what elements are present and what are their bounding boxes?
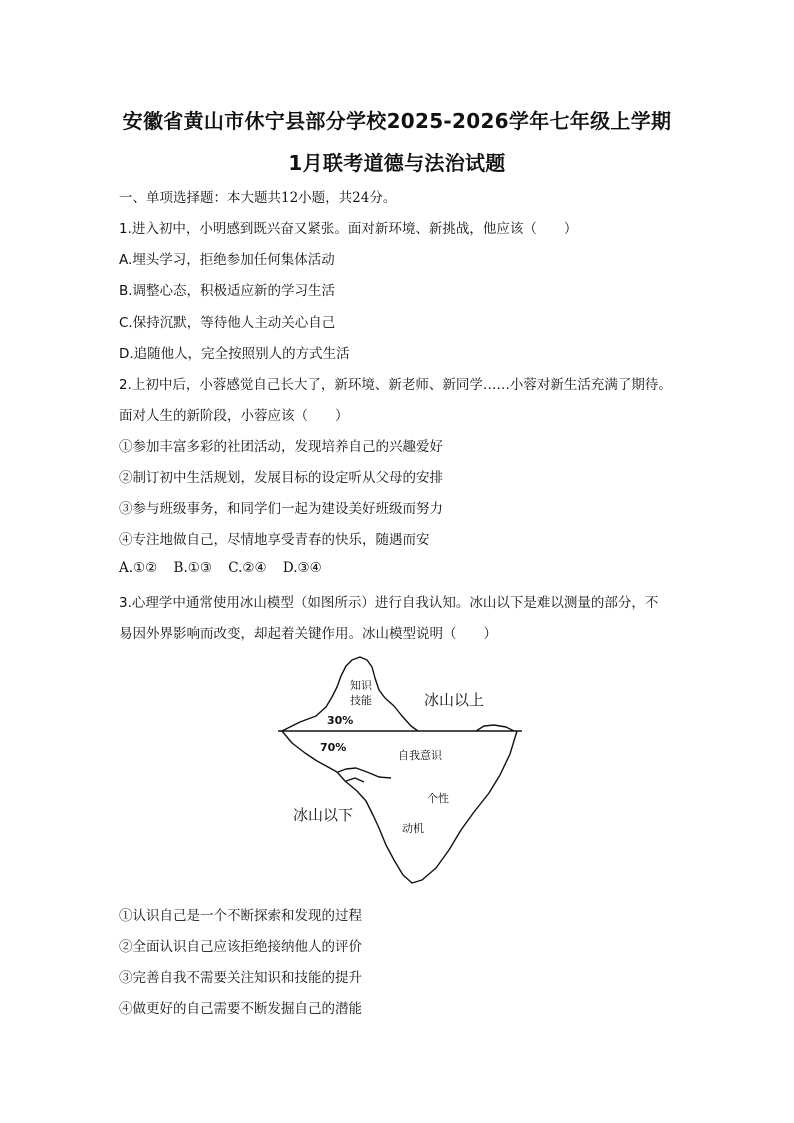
- q2-statement-3: ③参与班级事务，和同学们一起为建设美好班级而努力: [119, 501, 443, 517]
- q2-statement-4: ④专注地做自己，尽情地享受青春的快乐，随遇而安: [119, 532, 430, 548]
- iceberg-crevasse-branch: [346, 778, 364, 782]
- q1-option-b: B.调整心态，积极适应新的学习生活: [119, 283, 336, 299]
- iceberg-crevasse: [338, 768, 391, 778]
- label-below-water: 冰山以下: [293, 806, 354, 824]
- q2-option-a: A.①②: [119, 560, 158, 576]
- q2-statement-2: ②制订初中生活规划，发展目标的设定听从父母的安排: [119, 470, 443, 486]
- q2-statement-1: ①参加丰富多彩的社团活动，发现培养自己的兴趣爱好: [119, 439, 443, 455]
- label-motivation: 动机: [402, 822, 424, 835]
- exam-title-line1: 安徽省黄山市休宁县部分学校2025-2026学年七年级上学期: [122, 109, 672, 133]
- q2-option-d: D.③④: [282, 560, 322, 576]
- label-pct-below: 70%: [320, 741, 347, 754]
- q1-stem: 1.进入初中，小明感到既兴奋又紧张。面对新环境、新挑战，他应该（ ）: [119, 221, 578, 237]
- q3-stem-line2: 易因外界影响而改变，却起着关键作用。冰山模型说明（ ）: [119, 626, 497, 642]
- label-pct-above: 30%: [327, 714, 354, 727]
- label-knowledge: 知识: [350, 679, 372, 692]
- q3-statement-3: ③完善自我不需要关注知识和技能的提升: [119, 970, 362, 986]
- label-above-water: 冰山以上: [424, 691, 485, 709]
- q2-stem-line2: 面对人生的新阶段，小蓉应该（ ）: [119, 408, 349, 424]
- q2-option-c: C.②④: [228, 560, 267, 576]
- q1-option-a: A.埋头学习，拒绝参加任何集体活动: [119, 252, 335, 268]
- exam-title-line2: 1月联考道德与法治试题: [288, 151, 506, 175]
- q3-statement-1: ①认识自己是一个不断探索和发现的过程: [119, 908, 362, 924]
- q1-option-d: D.追随他人，完全按照别人的方式生活: [119, 346, 350, 362]
- q3-statement-2: ②全面认识自己应该拒绝接纳他人的评价: [119, 939, 362, 955]
- ice-floe-outline: [476, 725, 514, 731]
- q3-stem-line1: 3.心理学中通常使用冰山模型（如图所示）进行自我认知。冰山以下是难以测量的部分，不: [119, 595, 659, 611]
- section-header: 一、单项选择题：本大题共12小题，共24分。: [119, 190, 397, 206]
- label-self-awareness: 自我意识: [398, 749, 442, 762]
- q3-statement-4: ④做更好的自己需要不断发掘自己的潜能: [119, 1001, 362, 1017]
- label-skills: 技能: [350, 694, 372, 707]
- q2-option-b: B.①③: [173, 560, 212, 576]
- label-personality: 个性: [427, 792, 449, 805]
- q2-stem-line1: 2.上初中后，小蓉感觉自己长大了，新环境、新老师、新同学……小蓉对新生活充满了期待。: [119, 377, 672, 393]
- q1-option-c: C.保持沉默，等待他人主动关心自己: [119, 315, 336, 331]
